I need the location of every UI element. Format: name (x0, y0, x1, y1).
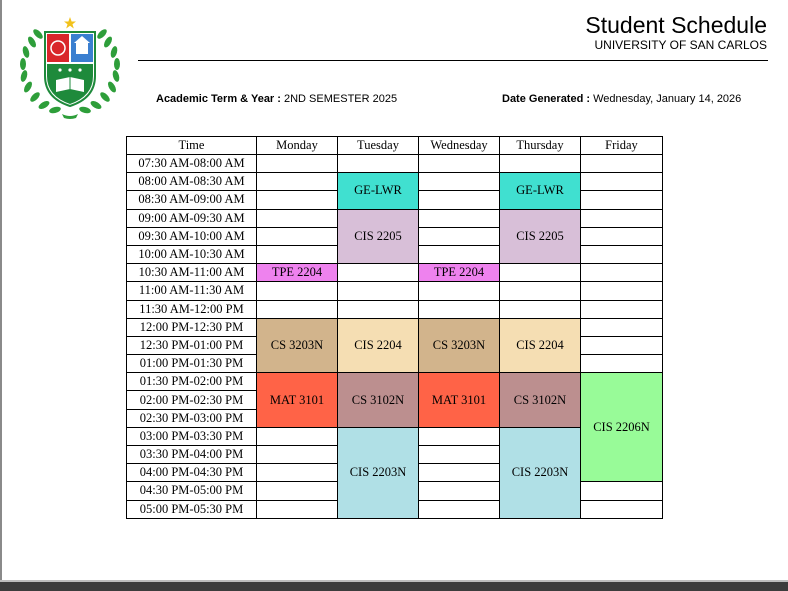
empty-slot-cell (500, 155, 581, 173)
empty-slot-cell (581, 227, 663, 245)
time-slot-cell: 10:30 AM-11:00 AM (127, 264, 257, 282)
empty-slot-cell (338, 300, 419, 318)
schedule-header-row (127, 137, 663, 155)
course-block: CIS 2205 (338, 209, 419, 264)
time-slot-cell: 04:00 PM-04:30 PM (127, 464, 257, 482)
empty-slot-cell (500, 300, 581, 318)
time-slot-cell: 02:00 PM-02:30 PM (127, 391, 257, 409)
time-slot-cell: 03:30 PM-04:00 PM (127, 446, 257, 464)
empty-slot-cell (419, 245, 500, 263)
course-block: GE-LWR (338, 173, 419, 209)
table-row (127, 318, 663, 336)
table-row (127, 264, 663, 282)
term-value: 2ND SEMESTER 2025 (284, 93, 398, 105)
time-slot-cell: 02:30 PM-03:00 PM (127, 409, 257, 427)
empty-slot-cell (257, 300, 338, 318)
page-title: Student Schedule (585, 12, 767, 38)
empty-slot-cell (581, 209, 663, 227)
course-block: TPE 2204 (257, 264, 338, 282)
empty-slot-cell (257, 500, 338, 518)
empty-slot-cell (419, 482, 500, 500)
empty-slot-cell (257, 173, 338, 191)
course-block: CS 3203N (257, 318, 338, 373)
academic-term (156, 93, 397, 105)
empty-slot-cell (257, 446, 338, 464)
course-block: MAT 3101 (257, 373, 338, 428)
time-slot-cell: 01:30 PM-02:00 PM (127, 373, 257, 391)
column-header-wednesday: Wednesday (419, 137, 500, 155)
empty-slot-cell (581, 245, 663, 263)
column-header-monday: Monday (257, 137, 338, 155)
time-slot-cell: 11:00 AM-11:30 AM (127, 282, 257, 300)
column-header-tuesday: Tuesday (338, 137, 419, 155)
time-slot-cell: 09:30 AM-10:00 AM (127, 227, 257, 245)
column-header-time: Time (127, 137, 257, 155)
empty-slot-cell (581, 173, 663, 191)
empty-slot-cell (257, 427, 338, 445)
university-name: UNIVERSITY OF SAN CARLOS (594, 38, 767, 52)
course-block: MAT 3101 (419, 373, 500, 428)
empty-slot-cell (257, 209, 338, 227)
course-block: CS 3102N (338, 373, 419, 428)
empty-slot-cell (419, 191, 500, 209)
empty-slot-cell (581, 264, 663, 282)
table-row (127, 173, 663, 191)
term-label: Academic Term & Year : (156, 93, 281, 105)
course-block: TPE 2204 (419, 264, 500, 282)
table-row (127, 373, 663, 391)
course-block: CIS 2203N (338, 427, 419, 518)
empty-slot-cell (581, 282, 663, 300)
time-slot-cell: 08:30 AM-09:00 AM (127, 191, 257, 209)
empty-slot-cell (419, 300, 500, 318)
empty-slot-cell (257, 464, 338, 482)
empty-slot-cell (257, 482, 338, 500)
time-slot-cell: 01:00 PM-01:30 PM (127, 355, 257, 373)
empty-slot-cell (419, 500, 500, 518)
empty-slot-cell (257, 282, 338, 300)
empty-slot-cell (257, 155, 338, 173)
course-block: GE-LWR (500, 173, 581, 209)
course-block: CIS 2205 (500, 209, 581, 264)
date-value: Wednesday, January 14, 2026 (593, 93, 742, 105)
empty-slot-cell (500, 282, 581, 300)
empty-slot-cell (581, 336, 663, 354)
empty-slot-cell (419, 427, 500, 445)
time-slot-cell: 09:00 AM-09:30 AM (127, 209, 257, 227)
empty-slot-cell (419, 173, 500, 191)
empty-slot-cell (257, 245, 338, 263)
schedule-table (126, 136, 663, 519)
empty-slot-cell (338, 264, 419, 282)
empty-slot-cell (581, 155, 663, 173)
empty-slot-cell (581, 318, 663, 336)
header-divider (138, 60, 768, 61)
empty-slot-cell (581, 500, 663, 518)
time-slot-cell: 07:30 AM-08:00 AM (127, 155, 257, 173)
window-frame-left (0, 0, 2, 591)
empty-slot-cell (338, 282, 419, 300)
date-generated (502, 93, 741, 105)
university-seal-icon (18, 14, 122, 120)
course-block: CIS 2204 (500, 318, 581, 373)
time-slot-cell: 10:00 AM-10:30 AM (127, 245, 257, 263)
time-slot-cell: 08:00 AM-08:30 AM (127, 173, 257, 191)
empty-slot-cell (581, 355, 663, 373)
empty-slot-cell (419, 464, 500, 482)
time-slot-cell: 12:30 PM-01:00 PM (127, 336, 257, 354)
time-slot-cell: 11:30 AM-12:00 PM (127, 300, 257, 318)
time-slot-cell: 12:00 PM-12:30 PM (127, 318, 257, 336)
empty-slot-cell (257, 227, 338, 245)
course-block: CIS 2204 (338, 318, 419, 373)
time-slot-cell: 04:30 PM-05:00 PM (127, 482, 257, 500)
time-slot-cell: 03:00 PM-03:30 PM (127, 427, 257, 445)
table-row (127, 300, 663, 318)
table-row (127, 155, 663, 173)
time-slot-cell: 05:00 PM-05:30 PM (127, 500, 257, 518)
empty-slot-cell (581, 482, 663, 500)
course-block: CIS 2203N (500, 427, 581, 518)
course-block: CIS 2206N (581, 373, 663, 482)
empty-slot-cell (500, 264, 581, 282)
empty-slot-cell (257, 191, 338, 209)
date-label: Date Generated : (502, 93, 591, 105)
column-header-friday: Friday (581, 137, 663, 155)
empty-slot-cell (419, 446, 500, 464)
empty-slot-cell (419, 155, 500, 173)
empty-slot-cell (581, 191, 663, 209)
table-row (127, 282, 663, 300)
window-frame-bottom (0, 582, 788, 591)
empty-slot-cell (419, 227, 500, 245)
empty-slot-cell (419, 209, 500, 227)
table-row (127, 209, 663, 227)
column-header-thursday: Thursday (500, 137, 581, 155)
empty-slot-cell (581, 300, 663, 318)
course-block: CS 3102N (500, 373, 581, 428)
empty-slot-cell (338, 155, 419, 173)
course-block: CS 3203N (419, 318, 500, 373)
empty-slot-cell (419, 282, 500, 300)
